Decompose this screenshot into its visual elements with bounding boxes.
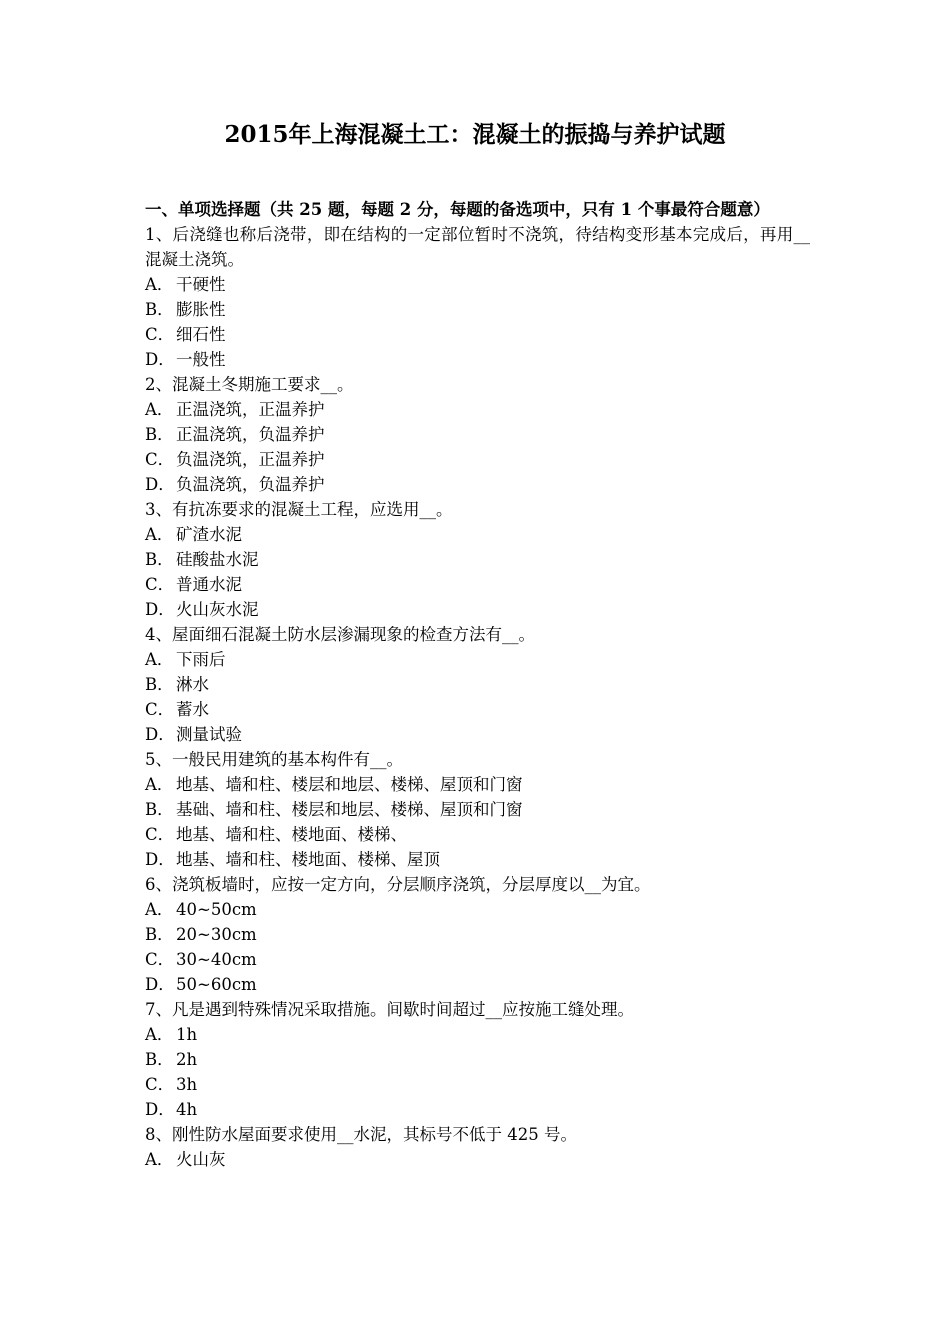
- question-stem: 7、凡是遇到特殊情况采取措施。间歇时间超过__应按施工缝处理。: [145, 1000, 634, 1019]
- option-text: 30~40cm: [176, 950, 257, 969]
- question-stem: 1、后浇缝也称后浇带，即在结构的一定部位暂时不浇筑，待结构变形基本完成后，再用__混凝土浇筑。: [145, 225, 810, 269]
- option-letter: A．: [145, 275, 174, 294]
- answer-option: [145, 472, 810, 497]
- answer-option: [145, 1072, 810, 1097]
- answer-option: [145, 1147, 810, 1172]
- answer-option: [145, 397, 810, 422]
- option-text: 3h: [176, 1075, 198, 1094]
- option-list: [145, 1022, 810, 1122]
- option-list: [145, 272, 810, 372]
- option-text: 硅酸盐水泥: [176, 550, 259, 569]
- answer-option: [145, 547, 810, 572]
- answer-option: [145, 772, 810, 797]
- option-letter: A．: [145, 1025, 174, 1044]
- answer-option: [145, 647, 810, 672]
- answer-option: [145, 697, 810, 722]
- option-text: 地基、墙和柱、楼层和地层、楼梯、屋顶和门窗: [176, 775, 523, 794]
- option-letter: D．: [145, 475, 175, 494]
- option-letter: B．: [145, 925, 174, 944]
- answer-option: [145, 947, 810, 972]
- question-stem: 5、一般民用建筑的基本构件有__。: [145, 750, 403, 769]
- question-item: [145, 747, 810, 872]
- section-heading: 一、单项选择题（共 25 题，每题 2 分，每题的备选项中，只有 1 个事最符合题意）: [145, 200, 770, 219]
- option-text: 矿渣水泥: [176, 525, 242, 544]
- question-stem: 6、浇筑板墙时，应按一定方向，分层顺序浇筑，分层厚度以__为宜。: [145, 875, 651, 894]
- answer-option: [145, 347, 810, 372]
- answer-option: [145, 322, 810, 347]
- option-text: 火山灰: [176, 1150, 226, 1169]
- option-text: 地基、墙和柱、楼地面、楼梯、: [176, 825, 407, 844]
- option-text: 普通水泥: [176, 575, 242, 594]
- option-letter: A．: [145, 525, 174, 544]
- question-item: [145, 497, 810, 622]
- option-letter: C．: [145, 1075, 175, 1094]
- option-text: 火山灰水泥: [176, 600, 259, 619]
- answer-option: [145, 422, 810, 447]
- answer-option: [145, 1097, 810, 1122]
- option-letter: B．: [145, 800, 174, 819]
- option-letter: D．: [145, 600, 175, 619]
- option-text: 负温浇筑，负温养护: [176, 475, 325, 494]
- answer-option: [145, 822, 810, 847]
- option-text: 2h: [176, 1050, 198, 1069]
- answer-option: [145, 847, 810, 872]
- option-text: 40~50cm: [176, 900, 257, 919]
- option-text: 蓄水: [176, 700, 209, 719]
- question-stem: 8、刚性防水屋面要求使用__水泥，其标号不低于 425 号。: [145, 1125, 577, 1144]
- option-text: 地基、墙和柱、楼地面、楼梯、屋顶: [176, 850, 440, 869]
- option-letter: B．: [145, 675, 174, 694]
- question-item: [145, 222, 810, 372]
- option-letter: A．: [145, 775, 174, 794]
- option-text: 膨胀性: [176, 300, 226, 319]
- answer-option: [145, 972, 810, 997]
- option-text: 负温浇筑，正温养护: [176, 450, 325, 469]
- option-letter: C．: [145, 450, 175, 469]
- option-text: 下雨后: [176, 650, 226, 669]
- option-letter: B．: [145, 425, 174, 444]
- answer-option: [145, 722, 810, 747]
- answer-option: [145, 1022, 810, 1047]
- question-stem: 2、混凝土冬期施工要求__。: [145, 375, 354, 394]
- answer-option: [145, 572, 810, 597]
- option-text: 50~60cm: [176, 975, 257, 994]
- answer-option: [145, 597, 810, 622]
- option-list: [145, 647, 810, 747]
- option-letter: A．: [145, 900, 174, 919]
- option-text: 4h: [176, 1100, 198, 1119]
- option-list: [145, 772, 810, 872]
- option-letter: B．: [145, 550, 174, 569]
- answer-option: [145, 797, 810, 822]
- answer-option: [145, 922, 810, 947]
- answer-option: [145, 522, 810, 547]
- option-text: 1h: [176, 1025, 198, 1044]
- answer-option: [145, 272, 810, 297]
- question-item: [145, 1122, 810, 1172]
- option-letter: D．: [145, 850, 175, 869]
- document-title: 2015年上海混凝土工：混凝土的振捣与养护试题: [224, 121, 726, 148]
- option-letter: B．: [145, 300, 174, 319]
- answer-option: [145, 672, 810, 697]
- option-letter: D．: [145, 975, 175, 994]
- question-list: [145, 222, 810, 1172]
- option-list: [145, 1147, 810, 1172]
- answer-option: [145, 897, 810, 922]
- option-list: [145, 897, 810, 997]
- option-letter: D．: [145, 350, 175, 369]
- question-stem: 4、屋面细石混凝土防水层渗漏现象的检查方法有__。: [145, 625, 535, 644]
- option-text: 淋水: [176, 675, 209, 694]
- answer-option: [145, 1047, 810, 1072]
- option-text: 基础、墙和柱、楼层和地层、楼梯、屋顶和门窗: [176, 800, 523, 819]
- option-letter: D．: [145, 1100, 175, 1119]
- answer-option: [145, 447, 810, 472]
- question-item: [145, 872, 810, 997]
- option-letter: C．: [145, 950, 175, 969]
- option-letter: C．: [145, 825, 175, 844]
- option-text: 正温浇筑，正温养护: [176, 400, 325, 419]
- question-item: [145, 372, 810, 497]
- option-letter: B．: [145, 1050, 174, 1069]
- option-letter: A．: [145, 1150, 174, 1169]
- option-text: 细石性: [176, 325, 226, 344]
- option-letter: A．: [145, 400, 174, 419]
- option-list: [145, 397, 810, 497]
- option-text: 测量试验: [176, 725, 242, 744]
- option-letter: C．: [145, 700, 175, 719]
- document-body: [145, 197, 810, 1172]
- option-text: 一般性: [176, 350, 226, 369]
- option-text: 正温浇筑，负温养护: [176, 425, 325, 444]
- question-stem: 3、有抗冻要求的混凝土工程，应选用__。: [145, 500, 453, 519]
- option-letter: C．: [145, 575, 175, 594]
- answer-option: [145, 297, 810, 322]
- option-letter: D．: [145, 725, 175, 744]
- option-text: 20~30cm: [176, 925, 257, 944]
- option-text: 干硬性: [176, 275, 226, 294]
- option-letter: C．: [145, 325, 175, 344]
- option-list: [145, 522, 810, 622]
- question-item: [145, 997, 810, 1122]
- question-item: [145, 622, 810, 747]
- option-letter: A．: [145, 650, 174, 669]
